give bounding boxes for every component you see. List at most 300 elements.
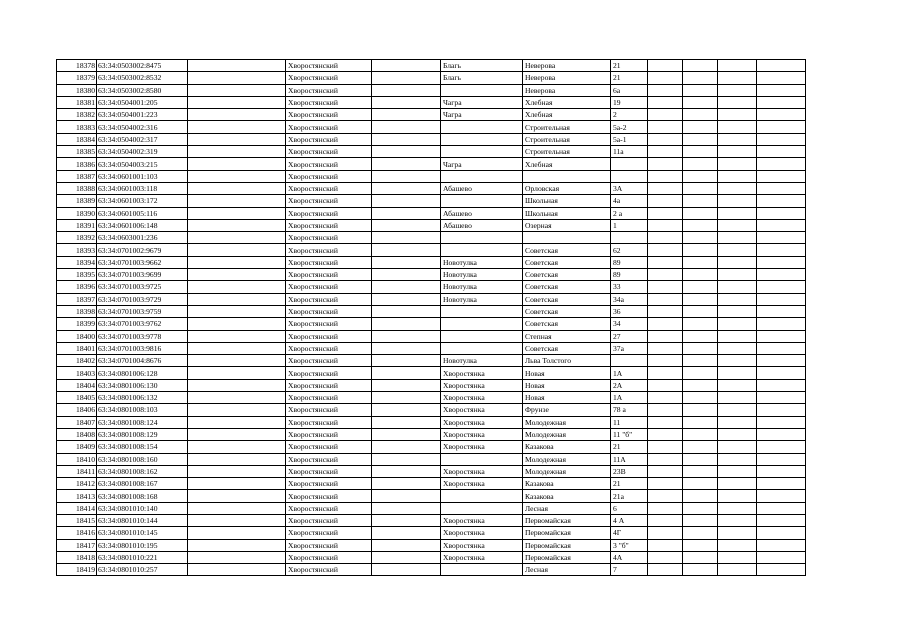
cell-empty (648, 281, 683, 293)
cell-locality: Хворостянка (441, 404, 523, 416)
cell-empty (188, 256, 286, 268)
cell-id: 18413 (57, 490, 97, 502)
cell-cadastral-number: 63:34:0504003:215 (97, 158, 188, 170)
cell-street: Строительная (523, 146, 611, 158)
cell-empty (372, 182, 441, 194)
cell-empty (372, 133, 441, 145)
cell-empty (372, 232, 441, 244)
cell-locality (441, 502, 523, 514)
cell-district: Хворостянский (286, 84, 372, 96)
cell-empty (648, 182, 683, 194)
table-row (57, 539, 806, 551)
cell-empty (683, 453, 718, 465)
cell-house: 21а (611, 490, 648, 502)
cell-street (523, 170, 611, 182)
cell-cadastral-number: 63:34:0601006:148 (97, 219, 188, 231)
cell-cadastral-number: 63:34:0504002:319 (97, 146, 188, 158)
cell-empty (372, 478, 441, 490)
cell-empty (372, 158, 441, 170)
cell-empty (718, 404, 757, 416)
cell-empty (188, 453, 286, 465)
cell-empty (188, 109, 286, 121)
cell-street: Озерная (523, 219, 611, 231)
cell-empty (757, 305, 806, 317)
cell-house: 34а (611, 293, 648, 305)
cell-empty (188, 219, 286, 231)
cell-empty (648, 367, 683, 379)
cell-cadastral-number: 63:34:0701003:9759 (97, 305, 188, 317)
cell-locality: Хворостянка (441, 527, 523, 539)
cell-empty (372, 342, 441, 354)
cell-empty (683, 293, 718, 305)
cell-district: Хворостянский (286, 72, 372, 84)
cell-empty (372, 367, 441, 379)
cell-district: Хворостянский (286, 392, 372, 404)
cell-street (523, 232, 611, 244)
cell-house (611, 170, 648, 182)
cell-district: Хворостянский (286, 318, 372, 330)
cell-empty (188, 182, 286, 194)
cell-empty (718, 121, 757, 133)
cell-district: Хворостянский (286, 232, 372, 244)
cell-district: Хворостянский (286, 293, 372, 305)
cell-street: Новая (523, 379, 611, 391)
cell-empty (757, 428, 806, 440)
cell-empty (718, 146, 757, 158)
cell-locality (441, 170, 523, 182)
cell-empty (718, 379, 757, 391)
cell-house (611, 232, 648, 244)
cell-street: Советская (523, 281, 611, 293)
cell-empty (718, 232, 757, 244)
cell-district: Хворостянский (286, 502, 372, 514)
table-row (57, 416, 806, 428)
cell-empty (648, 355, 683, 367)
cell-empty (648, 219, 683, 231)
cell-empty (372, 453, 441, 465)
cell-empty (718, 305, 757, 317)
cell-empty (372, 170, 441, 182)
cell-locality (441, 146, 523, 158)
cell-empty (683, 244, 718, 256)
cell-empty (683, 379, 718, 391)
cell-empty (648, 170, 683, 182)
table-row (57, 551, 806, 563)
cell-id: 18409 (57, 441, 97, 453)
cell-house: 4Г (611, 527, 648, 539)
cell-empty (757, 490, 806, 502)
cell-street: Строительная (523, 121, 611, 133)
cell-empty (188, 465, 286, 477)
cell-cadastral-number: 63:34:0504002:317 (97, 133, 188, 145)
cell-house: 23В (611, 465, 648, 477)
cell-empty (648, 551, 683, 563)
cell-district: Хворостянский (286, 539, 372, 551)
cell-empty (188, 269, 286, 281)
cell-empty (683, 96, 718, 108)
cell-empty (683, 490, 718, 502)
cell-id: 18379 (57, 72, 97, 84)
table-row (57, 158, 806, 170)
cell-empty (718, 367, 757, 379)
cell-id: 18406 (57, 404, 97, 416)
cell-empty (372, 551, 441, 563)
cell-empty (683, 207, 718, 219)
cell-street: Первомайская (523, 527, 611, 539)
cell-empty (757, 60, 806, 72)
cell-empty (718, 269, 757, 281)
cell-street: Казакова (523, 490, 611, 502)
cell-empty (188, 404, 286, 416)
cell-locality (441, 232, 523, 244)
cell-empty (648, 490, 683, 502)
cell-district: Хворостянский (286, 60, 372, 72)
table-row (57, 269, 806, 281)
cell-district: Хворостянский (286, 453, 372, 465)
cell-empty (757, 207, 806, 219)
cell-empty (683, 72, 718, 84)
cell-id: 18404 (57, 379, 97, 391)
cell-cadastral-number: 63:34:0504002:316 (97, 121, 188, 133)
cell-id: 18402 (57, 355, 97, 367)
cell-empty (188, 96, 286, 108)
cell-id: 18393 (57, 244, 97, 256)
cell-locality: Благь (441, 72, 523, 84)
cell-id: 18382 (57, 109, 97, 121)
cell-empty (757, 564, 806, 576)
cell-street: Школьная (523, 195, 611, 207)
cell-empty (372, 527, 441, 539)
cell-cadastral-number: 63:34:0801008:162 (97, 465, 188, 477)
cell-locality (441, 564, 523, 576)
cell-street: Советская (523, 256, 611, 268)
cell-empty (718, 256, 757, 268)
cell-empty (757, 195, 806, 207)
cell-empty (372, 514, 441, 526)
cell-empty (188, 478, 286, 490)
cell-empty (683, 182, 718, 194)
cell-empty (683, 121, 718, 133)
cell-empty (188, 170, 286, 182)
cell-empty (648, 527, 683, 539)
cell-empty (683, 551, 718, 563)
table-row (57, 281, 806, 293)
cell-locality: Хворостянка (441, 514, 523, 526)
cell-id: 18380 (57, 84, 97, 96)
cell-empty (718, 182, 757, 194)
table-row (57, 502, 806, 514)
cell-empty (683, 318, 718, 330)
cell-empty (683, 158, 718, 170)
cell-id: 18385 (57, 146, 97, 158)
cell-house: 89 (611, 269, 648, 281)
cell-district: Хворостянский (286, 551, 372, 563)
cell-locality (441, 133, 523, 145)
cell-empty (188, 392, 286, 404)
cell-house: 11 "б" (611, 428, 648, 440)
cell-cadastral-number: 63:34:0801010:257 (97, 564, 188, 576)
cell-id: 18381 (57, 96, 97, 108)
cell-locality: Чагра (441, 109, 523, 121)
table-row (57, 527, 806, 539)
cell-id: 18419 (57, 564, 97, 576)
cell-locality: Абашево (441, 182, 523, 194)
cell-street: Новая (523, 367, 611, 379)
cell-id: 18378 (57, 60, 97, 72)
cell-district: Хворостянский (286, 564, 372, 576)
cell-empty (372, 330, 441, 342)
cell-empty (188, 514, 286, 526)
cell-empty (718, 318, 757, 330)
cell-cadastral-number: 63:34:0701002:9679 (97, 244, 188, 256)
cell-street: Льва Толстого (523, 355, 611, 367)
cell-empty (757, 342, 806, 354)
cell-empty (718, 84, 757, 96)
cell-id: 18394 (57, 256, 97, 268)
cell-street: Неверова (523, 60, 611, 72)
cell-house: 21 (611, 60, 648, 72)
cell-street: Первомайская (523, 551, 611, 563)
cell-empty (757, 539, 806, 551)
cell-empty (683, 281, 718, 293)
cell-empty (372, 379, 441, 391)
cell-empty (718, 281, 757, 293)
table-row (57, 133, 806, 145)
cell-cadastral-number: 63:34:0801008:167 (97, 478, 188, 490)
cell-empty (757, 72, 806, 84)
cell-empty (683, 355, 718, 367)
cell-locality: Благь (441, 60, 523, 72)
table-row (57, 72, 806, 84)
cell-house (611, 355, 648, 367)
cell-cadastral-number: 63:34:0801010:140 (97, 502, 188, 514)
cell-street: Молодежная (523, 453, 611, 465)
cell-street: Молодежная (523, 465, 611, 477)
cell-empty (757, 502, 806, 514)
cell-empty (372, 244, 441, 256)
cell-locality: Новотулка (441, 293, 523, 305)
cell-cadastral-number: 63:34:0701003:9816 (97, 342, 188, 354)
cell-house: 11 (611, 416, 648, 428)
cell-cadastral-number: 63:34:0801008:103 (97, 404, 188, 416)
cell-empty (683, 392, 718, 404)
cell-house: 21 (611, 478, 648, 490)
cell-empty (757, 551, 806, 563)
cell-empty (372, 465, 441, 477)
cell-empty (757, 392, 806, 404)
table-row (57, 564, 806, 576)
cell-empty (757, 146, 806, 158)
cell-locality: Новотулка (441, 355, 523, 367)
cell-empty (718, 355, 757, 367)
cell-empty (718, 133, 757, 145)
cell-empty (188, 133, 286, 145)
cell-id: 18417 (57, 539, 97, 551)
cell-street: Казакова (523, 478, 611, 490)
cell-empty (648, 453, 683, 465)
registry-table (56, 59, 806, 576)
table-row (57, 232, 806, 244)
cell-house: 21 (611, 441, 648, 453)
cell-house (611, 158, 648, 170)
cell-street: Молодежная (523, 428, 611, 440)
cell-id: 18390 (57, 207, 97, 219)
cell-house: 3 "б" (611, 539, 648, 551)
cell-empty (757, 109, 806, 121)
cell-empty (648, 121, 683, 133)
table-row (57, 342, 806, 354)
cell-empty (718, 219, 757, 231)
cell-empty (757, 478, 806, 490)
cell-street: Молодежная (523, 416, 611, 428)
cell-cadastral-number: 63:34:0801010:221 (97, 551, 188, 563)
cell-house: 78 а (611, 404, 648, 416)
cell-id: 18405 (57, 392, 97, 404)
cell-district: Хворостянский (286, 527, 372, 539)
cell-district: Хворостянский (286, 256, 372, 268)
cell-id: 18407 (57, 416, 97, 428)
cell-locality (441, 342, 523, 354)
cell-empty (683, 170, 718, 182)
cell-street: Неверова (523, 72, 611, 84)
cell-house: 11а (611, 146, 648, 158)
cell-empty (718, 293, 757, 305)
cell-empty (188, 158, 286, 170)
cell-empty (757, 96, 806, 108)
cell-empty (372, 502, 441, 514)
cell-locality (441, 305, 523, 317)
cell-district: Хворостянский (286, 219, 372, 231)
cell-empty (372, 207, 441, 219)
cell-cadastral-number: 63:34:0801010:144 (97, 514, 188, 526)
cell-street: Новая (523, 392, 611, 404)
cell-street: Хлебная (523, 109, 611, 121)
cell-district: Хворостянский (286, 367, 372, 379)
cell-empty (683, 478, 718, 490)
cell-district: Хворостянский (286, 305, 372, 317)
cell-empty (372, 392, 441, 404)
cell-district: Хворостянский (286, 109, 372, 121)
cell-cadastral-number: 63:34:0701003:9725 (97, 281, 188, 293)
cell-id: 18389 (57, 195, 97, 207)
cell-id: 18384 (57, 133, 97, 145)
cell-empty (648, 392, 683, 404)
cell-empty (718, 551, 757, 563)
cell-cadastral-number: 63:34:0801008:160 (97, 453, 188, 465)
cell-empty (372, 269, 441, 281)
cell-locality (441, 195, 523, 207)
cell-house: 11А (611, 453, 648, 465)
cell-cadastral-number: 63:34:0504001:223 (97, 109, 188, 121)
cell-empty (757, 84, 806, 96)
cell-street: Орловская (523, 182, 611, 194)
cell-empty (757, 318, 806, 330)
cell-empty (757, 453, 806, 465)
cell-district: Хворостянский (286, 342, 372, 354)
cell-empty (757, 465, 806, 477)
cell-district: Хворостянский (286, 244, 372, 256)
cell-id: 18399 (57, 318, 97, 330)
cell-house: 6а (611, 84, 648, 96)
cell-street: Советская (523, 318, 611, 330)
cell-empty (718, 207, 757, 219)
cell-empty (188, 490, 286, 502)
cell-empty (718, 502, 757, 514)
cell-id: 18395 (57, 269, 97, 281)
cell-empty (757, 404, 806, 416)
cell-empty (188, 84, 286, 96)
cell-empty (648, 305, 683, 317)
cell-cadastral-number: 63:34:0503002:8475 (97, 60, 188, 72)
cell-cadastral-number: 63:34:0801008:168 (97, 490, 188, 502)
table-body (57, 60, 806, 576)
cell-empty (372, 121, 441, 133)
cell-empty (683, 60, 718, 72)
cell-house: 7 (611, 564, 648, 576)
cell-empty (372, 441, 441, 453)
cell-district: Хворостянский (286, 207, 372, 219)
cell-empty (648, 195, 683, 207)
cell-house: 62 (611, 244, 648, 256)
table-row (57, 490, 806, 502)
cell-cadastral-number: 63:34:0701003:9729 (97, 293, 188, 305)
cell-district: Хворостянский (286, 379, 372, 391)
cell-empty (683, 564, 718, 576)
cell-empty (648, 318, 683, 330)
cell-locality: Хворостянка (441, 478, 523, 490)
table-row (57, 207, 806, 219)
cell-empty (718, 72, 757, 84)
cell-id: 18388 (57, 182, 97, 194)
cell-street: Советская (523, 293, 611, 305)
cell-empty (648, 146, 683, 158)
cell-house: 2А (611, 379, 648, 391)
cell-empty (372, 96, 441, 108)
cell-empty (683, 269, 718, 281)
cell-empty (648, 342, 683, 354)
table-row (57, 195, 806, 207)
cell-empty (683, 441, 718, 453)
cell-locality (441, 453, 523, 465)
cell-empty (188, 121, 286, 133)
cell-empty (648, 539, 683, 551)
cell-locality (441, 121, 523, 133)
cell-locality: Новотулка (441, 269, 523, 281)
cell-district: Хворостянский (286, 478, 372, 490)
cell-empty (757, 232, 806, 244)
table-row (57, 256, 806, 268)
cell-empty (757, 330, 806, 342)
cell-empty (718, 195, 757, 207)
cell-empty (718, 564, 757, 576)
cell-empty (757, 367, 806, 379)
cell-locality: Хворостянка (441, 392, 523, 404)
cell-empty (757, 133, 806, 145)
cell-cadastral-number: 63:34:0801008:154 (97, 441, 188, 453)
cell-empty (683, 84, 718, 96)
cell-district: Хворостянский (286, 182, 372, 194)
cell-cadastral-number: 63:34:0601001:103 (97, 170, 188, 182)
cell-district: Хворостянский (286, 465, 372, 477)
cell-empty (718, 441, 757, 453)
cell-cadastral-number: 63:34:0801006:128 (97, 367, 188, 379)
cell-district: Хворостянский (286, 195, 372, 207)
cell-cadastral-number: 63:34:0601005:116 (97, 207, 188, 219)
cell-empty (683, 232, 718, 244)
cell-street: Советская (523, 305, 611, 317)
cell-street: Лесная (523, 564, 611, 576)
cell-house: 1А (611, 367, 648, 379)
